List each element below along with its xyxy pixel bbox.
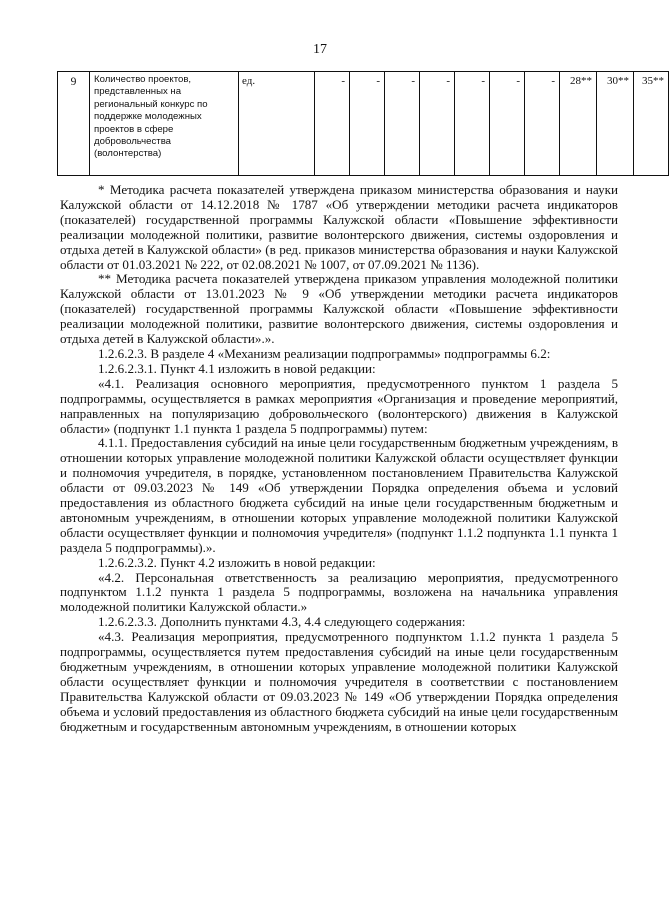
- value-cell: 28**: [560, 72, 597, 176]
- value-cell: -: [385, 72, 420, 176]
- paragraph: «4.2. Персональная ответственность за реализацию мероприятия, предусмотренного подпунктом 1.1.2 пункта 1 раздела 5 подпрограммы, возложена на начальника управления молодежной политики Калужской области.»: [60, 569, 618, 615]
- value-cell: -: [315, 72, 350, 176]
- paragraph: 1.2.6.2.3. В разделе 4 «Механизм реализации подпрограммы» подпрограммы 6.2:: [98, 345, 551, 361]
- footnote-2: ** Методика расчета показателей утверждена приказом управления молодежной политики Калужской области от 13.01.2023 № 9 «Об утверждении методики расчета индикаторов (показателей) государственной программы Калужской области «Повышение эффективности реализации молодежной политики, развитие волонтерского движения, системы оздоровления и отдыха детей в Калужской области».».: [60, 271, 618, 347]
- page-number: 17: [313, 42, 327, 57]
- value-cell: -: [420, 72, 455, 176]
- indicator-name: Количество проектов, представленных на региональный конкурс по поддержке молодежных проектов в сфере добровольчества (волонтерства): [90, 72, 239, 176]
- value-cell: -: [525, 72, 560, 176]
- value-cell: 35**: [634, 72, 669, 176]
- paragraph: 1.2.6.2.3.3. Дополнить пунктами 4.3, 4.4 следующего содержания:: [98, 614, 466, 630]
- value-cell: -: [455, 72, 490, 176]
- body-text: [60, 183, 618, 735]
- indicator-table: [57, 71, 669, 176]
- paragraph: 4.1.1. Предоставления субсидий на иные цели государственным бюджетным учреждениям, в отношении которых управление молодежной политики Калужской области осуществляет функции и полномочия учредителя, в порядке, установленном постановлением Правительства Калужской области от 09.03.2023 № 149 «Об утверждении Порядка определения объема и условий предоставления из областного бюджета субсидий на иные цели государственным бюджетным и автономным учреждениям, в отношении которых управление молодежной политики Калужской области осуществляет функции и полномочия учредителя» (подпункт 1.1.2 подпункта 1.1 пункта 1 раздела 5 подпрограммы).».: [60, 435, 618, 555]
- value-cell: -: [350, 72, 385, 176]
- paragraph: «4.1. Реализация основного мероприятия, предусмотренного пунктом 1 раздела 5 подпрограммы, осуществляется в рамках мероприятия «Организация и проведение мероприятий, направленных на популяризацию добровольческого (волонтерского) движения в Калужской области» (подпункт 1.1 пункта 1 раздела 5 подпрограммы) путем:: [60, 375, 618, 436]
- paragraph: «4.3. Реализация мероприятия, предусмотренного подпунктом 1.1.2 пункта 1 раздела 5 подпрограммы, осуществляется путем предоставления субсидий на иные цели государственным бюджетным учреждениям, в отношении которых управление молодежной политики Калужской области осуществляет функции и полномочия учредителя в соответствии с постановлением Правительства Калужской области от 09.03.2023 № 149 «Об утверждении Порядка определения объема и условий предоставления из областного бюджета субсидий на иные цели государственным бюджетным и государственным автономным учреждениям, в отношении которых: [60, 629, 618, 734]
- table-row: [58, 72, 669, 176]
- paragraph: 1.2.6.2.3.2. Пункт 4.2 изложить в новой редакции:: [98, 554, 376, 570]
- row-number: 9: [58, 72, 90, 176]
- unit-cell: ед.: [239, 72, 315, 176]
- value-cell: 30**: [597, 72, 634, 176]
- footnote-1: * Методика расчета показателей утверждена приказом министерства образования и науки Калужской области от 14.12.2018 № 1787 «Об утверждении методики расчета индикаторов (показателей) государственной программы Калужской области «Повышение эффективности реализации молодежной политики, развитие волонтерского движения, системы оздоровления и отдыха детей в Калужской области» (в ред. приказов министерства образования и науки Калужской области от 01.03.2021 № 222, от 02.08.2021 № 1007, от 07.09.2021 № 1136).: [60, 182, 618, 272]
- value-cell: -: [490, 72, 525, 176]
- paragraph: 1.2.6.2.3.1. Пункт 4.1 изложить в новой редакции:: [98, 360, 376, 376]
